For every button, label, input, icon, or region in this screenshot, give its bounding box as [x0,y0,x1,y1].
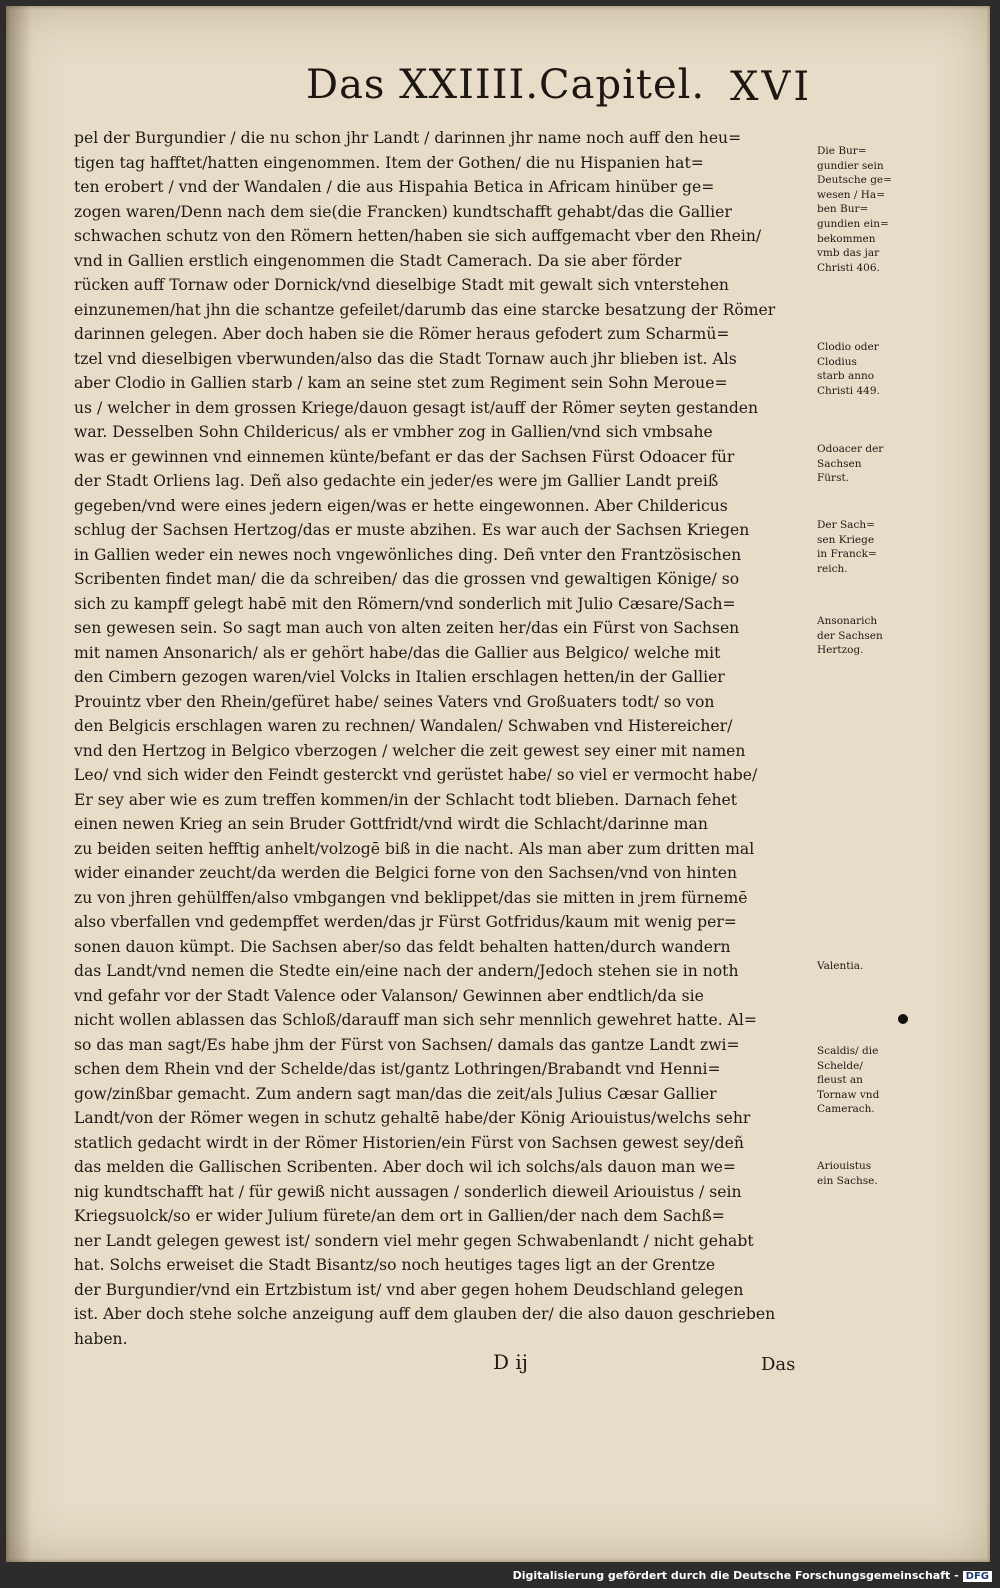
margin-note-line: Camerach. [817,1103,875,1116]
text-line: sich zu kampff gelegt habē mit den Römern/vnd sonderlich mit Julio Cæsare/Sach= [74,594,736,613]
text-line: aber Clodio in Gallien starb / kam an seine stet zum Regiment sein Sohn Meroue= [74,374,728,392]
page-gutter-shadow [6,6,32,1562]
text-line: statlich gedacht wirdt in der Römer Historien/ein Fürst von Sachsen gewest sey/deñ [74,1133,744,1152]
text-line: zu von jhren gehülffen/also vmbgangen vnd beklippet/das sie mitten in jrem fürnemē [74,888,748,907]
text-line: darinnen gelegen. Aber doch haben sie die Römer heraus gefodert zum Scharmü= [74,325,730,343]
margin-note [817,614,932,658]
margin-note-line: Clodius [817,355,857,368]
text-line: gow/zinßbar gemacht. Zum andern sagt man/das die zeit/als Julius Cæsar Gallier [74,1084,717,1103]
dfg-logo: DFG [963,1571,992,1582]
text-line: schlug der Sachsen Hertzog/das er muste abzihen. Es war auch der Sachsen Kriegen [74,521,750,539]
text-line: tzel vnd dieselbigen vberwunden/also das die Stadt Tornaw auch jhr blieben ist. Als [74,349,737,368]
margin-note-line: Der Sach= [817,519,875,531]
text-line: Kriegsuolck/so er wider Julium fürete/an dem ort in Gallien/der nach dem Sachß= [74,1207,725,1225]
text-line: Prouintz vber den Rhein/gefüret habe/ seines Vaters vnd Großuaters todt/ so von [74,692,715,711]
margin-note-line: Scaldis/ die [817,1045,879,1057]
margin-note-line: Sachsen [817,457,862,470]
text-line: so das man sagt/Es habe jhm der Fürst von Sachsen/ damals das gantze Landt zwi= [74,1035,740,1054]
catchword: Das [761,1354,796,1375]
text-line: was er gewinnen vnd einnemen künte/befant er das der Sachsen Fürst Odoacer für [74,447,735,466]
margin-note-line: starb anno [817,370,875,383]
text-line: ner Landt gelegen gewest ist/ sondern viel mehr gegen Schwabenlandt / nicht gehabt [74,1231,754,1250]
margin-note-line: der Sachsen [817,629,883,642]
margin-note-line: Clodio oder [817,341,879,353]
margin-note [817,144,932,275]
text-line: den Cimbern gezogen waren/viel Volcks in Italien erschlagen hetten/in der Gallier [74,668,725,686]
text-line: Scribenten findet man/ die da schreiben/ das die grossen vnd gewaltigen Könige/ so [74,570,740,588]
margin-note-line: Odoacer der [817,443,884,455]
text-line: gegeben/vnd were eines jedern eigen/was er hette eingewonnen. Aber Childericus [74,496,728,515]
text-line: sen gewesen sein. So sagt man auch von alten zeiten her/das ein Fürst von Sachsen [74,619,740,637]
text-line: ist. Aber doch stehe solche anzeigung auff dem glauben der/ die also dauon geschrieben [74,1305,776,1323]
margin-note-line: Valentia. [817,960,864,972]
text-line: nicht wollen ablassen das Schloß/darauff man sich sehr mennlich gewehret hatte. Al= [74,1011,757,1029]
margin-note-line: reich. [817,562,848,575]
text-line: den Belgicis erschlagen waren zu rechnen/ Wandalen/ Schwaben vnd Histereicher/ [74,717,733,735]
text-line: zogen waren/Denn nach dem sie(die Francken) kundtschafft gehabt/das die Gallier [74,202,732,221]
margin-note-line: Christi 406. [817,261,880,274]
margin-note-line: Tornaw vnd [817,1088,880,1101]
text-line: schen dem Rhein vnd der Schelde/das ist/gantz Lothringen/Brabandt vnd Henni= [74,1060,721,1078]
text-line: wider einander zeucht/da werden die Belgici forne von den Sachsen/vnd von hinten [74,864,738,882]
footer-credit [513,1569,992,1582]
margin-note-line: gundien ein= [817,217,889,230]
text-line: rücken auff Tornaw oder Dornick/vnd dieselbige Stadt mit gewalt sich vnterstehen [74,276,729,294]
text-line: der Burgundier/vnd ein Ertzbistum ist/ vnd aber gegen hohem Deudschland gelegen [74,1280,744,1299]
text-line: also vberfallen vnd gedempffet werden/das jr Fürst Gotfridus/kaum mit wenig per= [74,913,737,931]
text-line: Leo/ vnd sich wider den Feindt gesterckt vnd gerüstet habe/ so viel er vermocht habe/ [74,766,758,784]
text-line: mit namen Ansonarich/ als er gehört habe/das die Gallier aus Belgico/ welche mit [74,643,721,662]
margin-note-line: fleust an [817,1074,863,1087]
margin-note-line: Fürst. [817,472,850,485]
text-line: vnd in Gallien erstlich eingenommen die Stadt Camerach. Da sie aber förder [74,251,682,270]
text-line: zu beiden seiten hefftig anhelt/volzogē biß in die nacht. Als man aber zum dritten mal [74,839,755,858]
text-line: schwachen schutz von den Römern hetten/haben sie sich auffgemacht vber den Rhein/ [74,227,762,245]
text-line: einzunemen/hat jhn die schantze gefeilet/darumb das eine starcke besatzung der Römer [74,300,776,319]
text-line: das Landt/vnd nemen die Stedte ein/eine nach der andern/Jedoch stehen sie in noth [74,962,739,980]
margin-note [817,959,932,974]
signature-mark: D ij [493,1350,528,1374]
margin-note-line: sen Kriege [817,533,875,546]
margin-note-line: Ansonarich [817,615,878,627]
text-line: Landt/von der Römer wegen in schutz gehaltē habe/der König Ariouistus/welchs sehr [74,1109,751,1127]
chapter-heading: Das XXIIII.Capitel. [306,62,706,108]
margin-note [817,518,932,576]
text-line: haben. [74,1329,128,1348]
margin-note-line: Deutsche ge= [817,174,892,187]
margin-note-line: vmb das jar [817,247,880,260]
book-page [6,6,990,1562]
text-line: einen newen Krieg an sein Bruder Gottfridt/vnd wirdt die Schlacht/darinne man [74,815,708,833]
text-line: vnd den Hertzog in Belgico vberzogen / welcher die zeit gewest sey einer mit namen [74,741,746,760]
margin-note-line: bekommen [817,232,876,245]
text-line: us / welcher in dem grossen Kriege/dauon gesagt ist/auff der Römer seyten gestanden [74,398,759,417]
text-line: sonen dauon kümpt. Die Sachsen aber/so das feldt behalten hatten/durch wandern [74,937,731,956]
text-line: pel der Burgundier / die nu schon jhr Landt / darinnen jhr name noch auff den heu= [74,129,742,147]
margin-note-line: ben Bur= [817,203,869,216]
margin-note [817,340,932,398]
margin-note-line: gundier sein [817,159,884,172]
margin-note-line: Ariouistus [817,1160,872,1172]
margin-note-line: Die Bur= [817,145,867,157]
margin-note-line: wesen / Ha= [817,188,885,201]
margin-note-line: in Franck= [817,548,877,561]
text-line: war. Desselben Sohn Childericus/ als er vmbher zog in Gallien/vnd sich vmbsahe [74,423,713,441]
text-line: vnd gefahr vor der Stadt Valence oder Valanson/ Gewinnen aber endtlich/da sie [74,986,704,1005]
footer-text: Digitalisierung gefördert durch die Deutsche Forschungsgemeinschaft - [512,1569,959,1582]
margin-note [817,1044,932,1117]
text-line: der Stadt Orliens lag. Deñ also gedachte ein jeder/es were jm Gallier Landt preiß [74,472,719,490]
margin-note-line: Hertzog. [817,644,864,657]
text-line: Er sey aber wie es zum treffen kommen/in der Schlacht todt blieben. Darnach fehet [74,790,738,809]
folio-number: XVI [730,64,813,110]
margin-note [817,1159,932,1188]
ink-dot [898,1014,908,1024]
text-line: tigen tag hafftet/hatten eingenommen. Item der Gothen/ die nu Hispanien hat= [74,153,704,172]
text-line: in Gallien weder ein newes noch vngewönliches ding. Deñ vnter den Frantzösischen [74,545,742,564]
text-line: nig kundtschafft hat / für gewiß nicht aussagen / sonderlich dieweil Ariouistus / sein [74,1182,742,1201]
text-line: ten erobert / vnd der Wandalen / die aus Hispahia Betica in Africam hinüber ge= [74,178,715,196]
margin-note-line: Schelde/ [817,1059,863,1072]
text-line: hat. Solchs erweiset die Stadt Bisantz/so noch heutiges tages ligt an der Grentze [74,1256,716,1274]
margin-note-line: ein Sachse. [817,1174,878,1187]
margin-note [817,442,932,486]
text-line: das melden die Gallischen Scribenten. Aber doch wil ich solchs/als dauon man we= [74,1158,736,1176]
margin-note-line: Christi 449. [817,384,880,397]
body-text [74,126,816,1351]
